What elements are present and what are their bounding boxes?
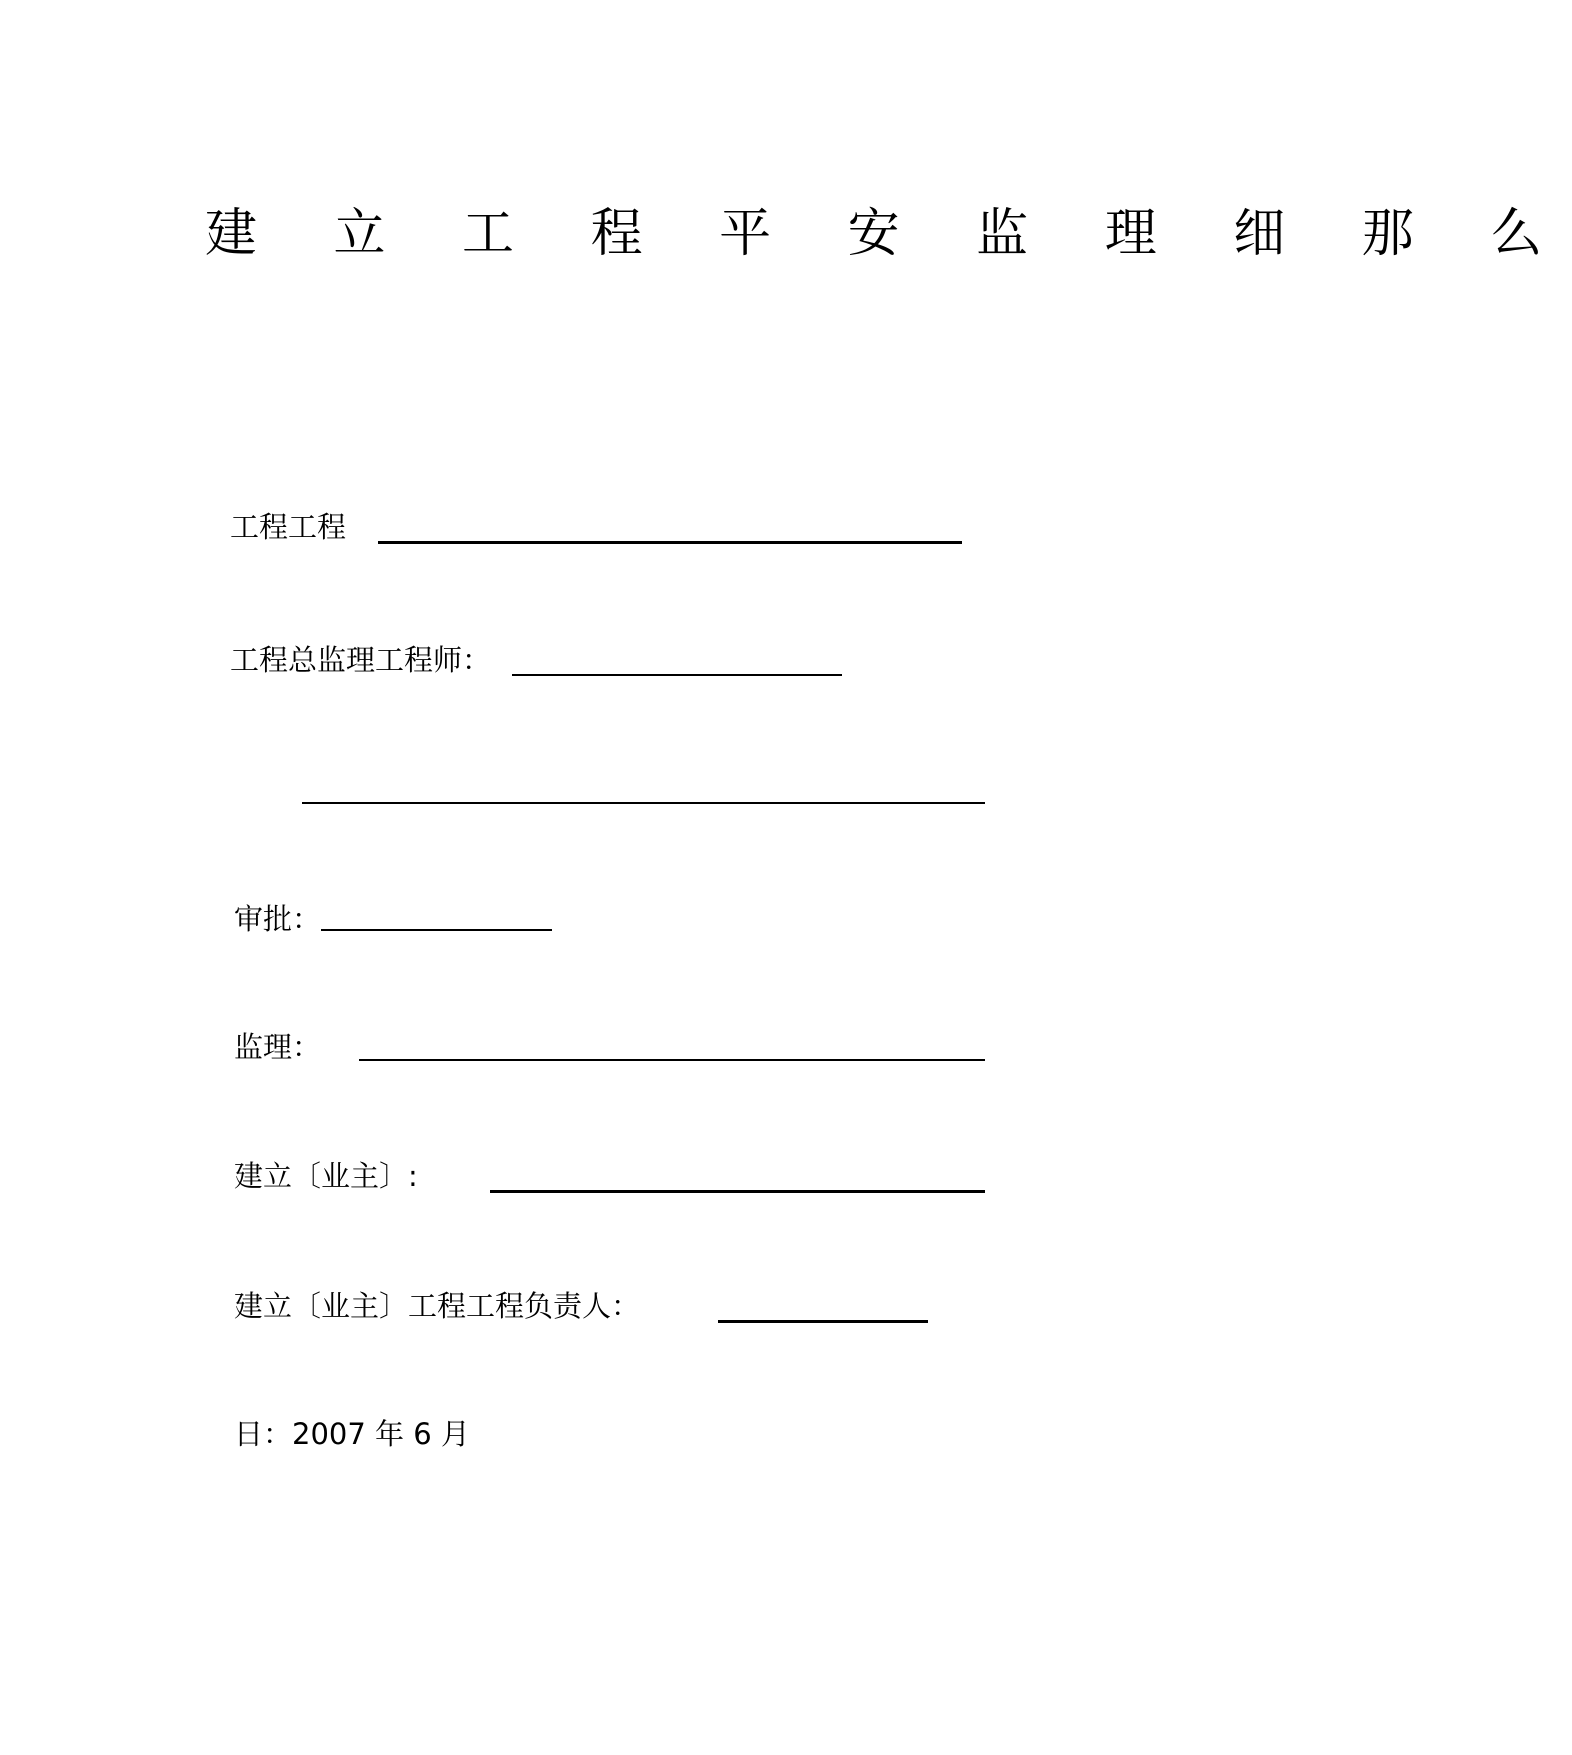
date-label: 日：2007 年 6 月: [234, 1417, 470, 1451]
owner-blank-line: [490, 1190, 985, 1193]
extra-blank-line: [302, 802, 985, 804]
supervision-blank-line: [359, 1059, 985, 1061]
owner-manager-blank-line: [718, 1320, 928, 1323]
owner-label: 建立〔业主〕:: [234, 1159, 418, 1193]
document-title: 建 立 工 程 平 安 监 理 细 那 么: [205, 204, 1572, 264]
chief-engineer-label: 工程总监理工程师：: [230, 643, 492, 677]
supervision-label: 监理：: [234, 1030, 322, 1064]
project-label: 工程工程: [230, 510, 347, 544]
chief-engineer-blank-line: [512, 674, 842, 676]
project-blank-line: [378, 541, 962, 544]
approval-label: 审批：: [234, 902, 322, 936]
owner-manager-label: 建立〔业主〕工程工程负责人：: [234, 1289, 641, 1323]
approval-blank-line: [321, 929, 552, 931]
